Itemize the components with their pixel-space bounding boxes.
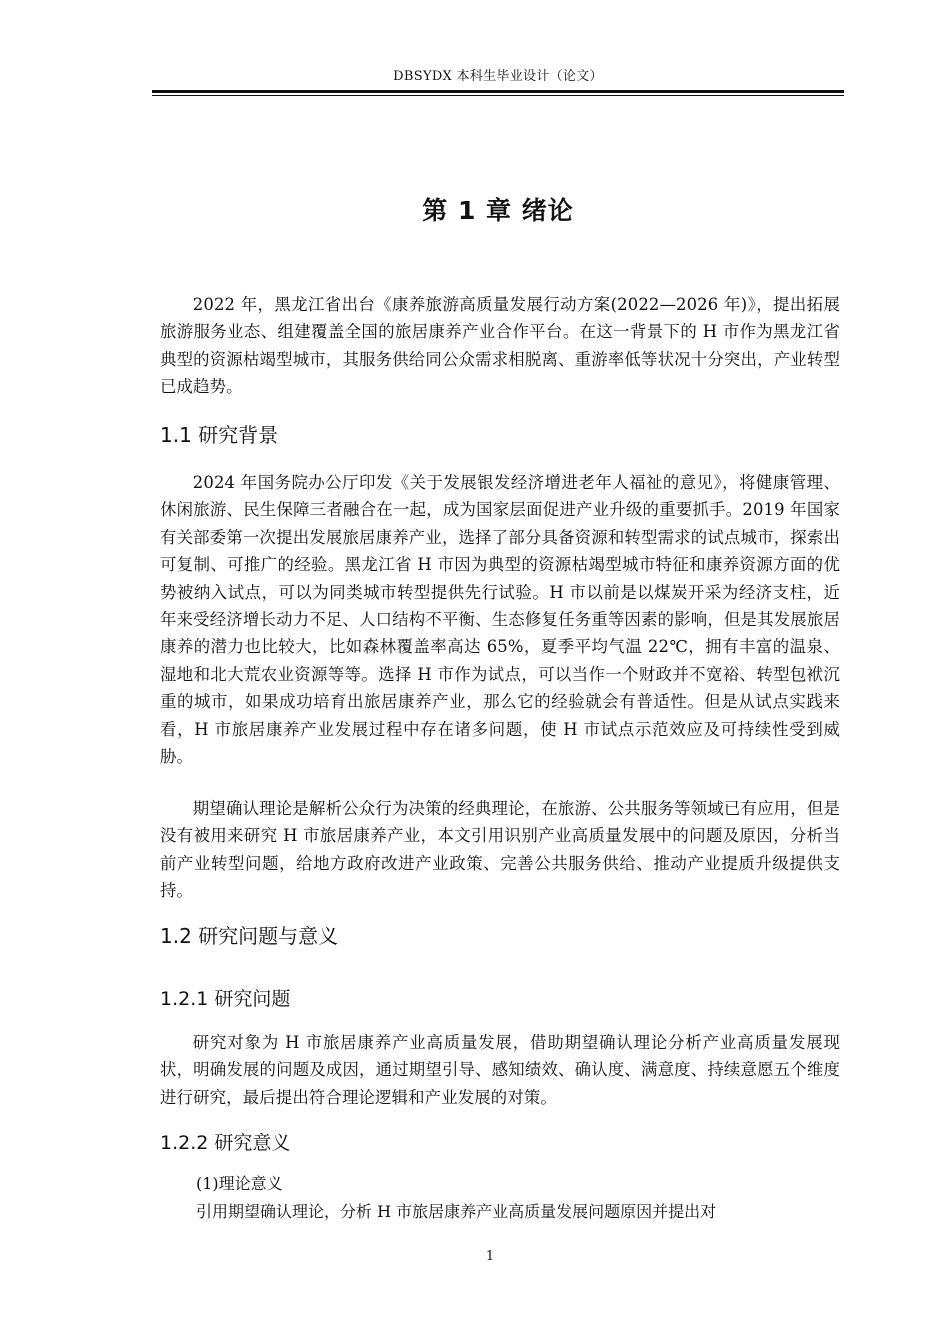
chapter-title: 第 1 章 绪论 bbox=[422, 196, 574, 225]
section-heading-1-1: 1.1 研究背景 bbox=[160, 423, 279, 447]
theory-significance-text: 引用期望确认理论，分析 H 市旅居康养产业高质量发展问题原因并提出对 bbox=[196, 1202, 717, 1221]
background-paragraph-1: 2024 年国务院办公厅印发《关于发展银发经济增进老年人福祉的意见》，将健康管理、休闲旅游、民生保障三者融合在一起，成为国家层面促进产业升级的重要抓手。2019 年国家有关部委第一次提出发展旅居康养产业，选择了部分具备资源和转型需求的试点城市，探索出可复制、可推广的经验。黑龙江省 H 市因为典型的资源枯竭型城市特征和康养资源方面的优势被纳入试点，可以为同类城市转型提供先行试验。H 市以前是以煤炭开采为经济支柱，近年来受经济增长动力不足、人口结构不平衡、生态修复任务重等因素的影响，但是其发展旅居康养的潜力也比较大，比如森林覆盖率高达 65%，夏季平均气温 22℃，拥有丰富的温泉、湿地和北大荒农业资源等等。选择 H 市作为试点，可以当作一个财政并不宽裕、转型包袱沉重的城市，如果成功培育出旅居康养产业，那么它的经验就会有普适性。但是从试点实践来看，H 市旅居康养产业发展过程中存在诸多问题，使 H 市试点示范效应及可持续性受到威胁。 bbox=[160, 473, 840, 767]
header-title: DBSYDX 本科生毕业设计（论文） bbox=[393, 69, 603, 84]
header-rule-thin bbox=[152, 95, 844, 96]
intro-paragraph: 2022 年，黑龙江省出台《康养旅游高质量发展行动方案(2022—2026 年)》，提出拓展旅游服务业态、组建覆盖全国的旅居康养产业合作平台。在这一背景下的 H 市作为黑龙江省典型的资源枯竭型城市，其服务供给同公众需求相脱离、重游率低等状况十分突出，产业转型已成趋势。 bbox=[160, 295, 840, 397]
section-heading-1-2-1: 1.2.1 研究问题 bbox=[160, 988, 291, 1010]
page-number: 1 bbox=[485, 1249, 495, 1264]
research-question-paragraph: 研究对象为 H 市旅居康养产业高质量发展，借助期望确认理论分析产业高质量发展现状，明确发展的问题及成因，通过期望引导、感知绩效、确认度、满意度、持续意愿五个维度进行研究，最后提出符合理论逻辑和产业发展的对策。 bbox=[160, 1033, 840, 1107]
section-heading-1-2-2: 1.2.2 研究意义 bbox=[160, 1132, 291, 1154]
section-heading-1-2: 1.2 研究问题与意义 bbox=[160, 924, 339, 948]
theory-significance-label: (1)理论意义 bbox=[196, 1174, 283, 1193]
header-rule-thick bbox=[152, 90, 844, 93]
background-paragraph-2: 期望确认理论是解析公众行为决策的经典理论，在旅游、公共服务等领域已有应用，但是没有被用来研究 H 市旅居康养产业，本文引用识别产业高质量发展中的问题及原因，分析当前产业转型问题，给地方政府改进产业政策、完善公共服务供给、推动产业提质升级提供支持。 bbox=[160, 799, 840, 901]
